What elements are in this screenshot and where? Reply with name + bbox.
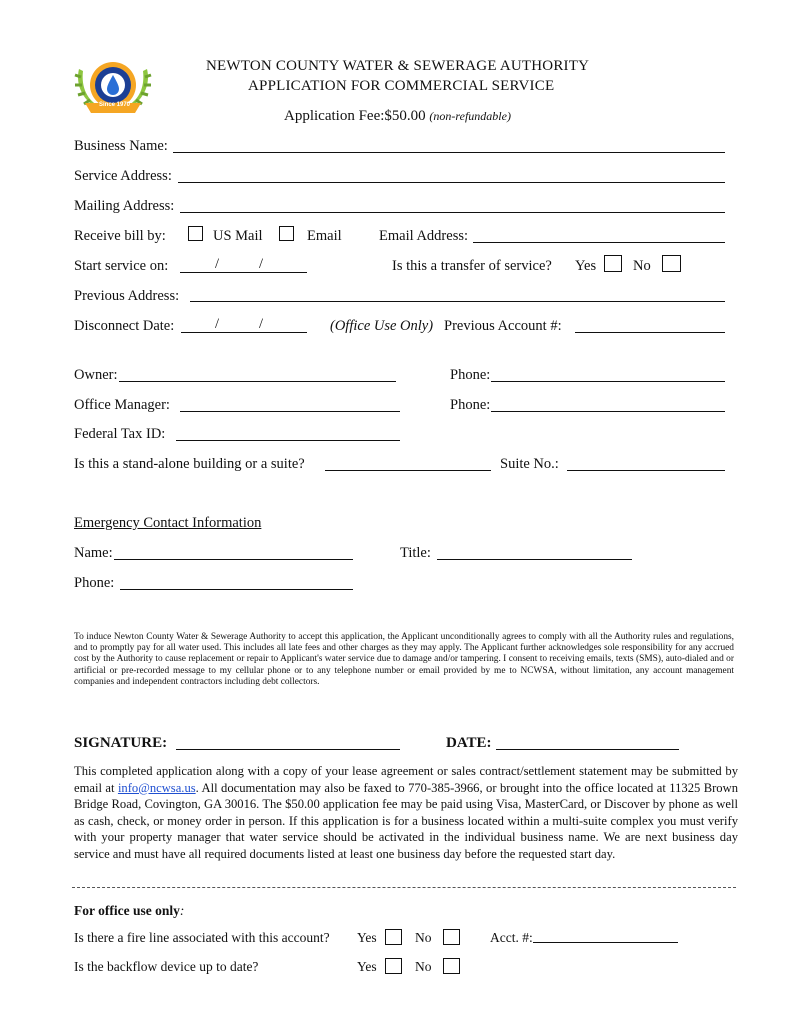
service-address-label: Service Address: — [74, 168, 172, 184]
org-name: NEWTON COUNTY WATER & SEWERAGE AUTHORITY — [206, 58, 590, 74]
backflow-no-label: No — [415, 959, 432, 974]
submission-text-part2: . All documentation may also be faxed to 770-385-3966, or brought into the office located at 11325 Brown Bridge Road, Covington, GA 30016. The $50.00 application fee may be paid using Visa, MasterCard, or Discover by phone as well as cash, check, or money order in person. If this application is for a business located within a multi-suite complex you must verify with your property manager that water service should be activated in the individual business name. We are next business day service and must have all required documents listed at least one business day before the requested start day. — [74, 780, 739, 861]
office-manager-field[interactable] — [180, 411, 400, 412]
business-name-label: Business Name: — [74, 138, 168, 154]
owner-label: Owner: — [74, 367, 118, 383]
suite-no-label: Suite No.: — [500, 456, 559, 472]
fire-line-yes-checkbox[interactable] — [385, 929, 402, 945]
office-use-divider — [72, 887, 736, 888]
start-service-date-field[interactable] — [180, 272, 307, 273]
logo-text: Since 1970 — [99, 102, 131, 108]
transfer-yes-checkbox[interactable] — [604, 255, 622, 272]
acct-label: Acct. #: — [490, 930, 533, 945]
form-title: APPLICATION FOR COMMERCIAL SERVICE — [248, 78, 555, 94]
previous-account-label: Previous Account #: — [444, 318, 562, 334]
transfer-no-checkbox[interactable] — [662, 255, 681, 272]
fire-line-no-label: No — [415, 930, 432, 945]
mailing-address-label: Mailing Address: — [74, 198, 175, 214]
start-service-label: Start service on: — [74, 258, 169, 274]
manager-phone-field[interactable] — [491, 411, 725, 412]
email-label: Email — [307, 228, 342, 244]
date-slash: / — [259, 316, 264, 332]
application-fee — [284, 108, 511, 125]
office-use-heading — [74, 902, 184, 919]
federal-tax-id-label: Federal Tax ID: — [74, 426, 166, 442]
transfer-yes-label: Yes — [575, 258, 597, 274]
fee-label: Application Fee:$50.00 — [284, 108, 426, 124]
email-address-field[interactable] — [473, 242, 725, 243]
suite-no-field[interactable] — [567, 470, 725, 471]
emergency-title-label: Title: — [400, 545, 431, 561]
previous-address-field[interactable] — [190, 301, 725, 302]
emergency-phone-field[interactable] — [120, 589, 353, 590]
email-address-label: Email Address: — [379, 228, 469, 244]
us-mail-label: US Mail — [213, 228, 263, 244]
standalone-field[interactable] — [325, 470, 491, 471]
previous-account-field[interactable] — [575, 332, 725, 333]
ncwsa-logo — [73, 55, 153, 117]
owner-phone-field[interactable] — [491, 381, 725, 382]
fire-line-no-checkbox[interactable] — [443, 929, 460, 945]
mailing-address-field[interactable] — [180, 212, 725, 213]
service-address-field[interactable] — [178, 182, 725, 183]
previous-address-label: Previous Address: — [74, 288, 180, 304]
disconnect-date-label: Disconnect Date: — [74, 318, 175, 334]
backflow-yes-checkbox[interactable] — [385, 958, 402, 974]
us-mail-checkbox[interactable] — [188, 226, 203, 241]
emergency-heading: Emergency Contact Information — [74, 515, 262, 531]
owner-phone-label: Phone: — [450, 367, 491, 383]
receive-bill-label: Receive bill by: — [74, 228, 166, 244]
date-slash: / — [259, 256, 264, 272]
office-manager-label: Office Manager: — [74, 397, 170, 413]
office-use-note: (Office Use Only) — [330, 318, 434, 334]
submission-instructions — [74, 763, 738, 863]
date-label: DATE: — [446, 735, 492, 751]
emergency-name-field[interactable] — [114, 559, 353, 560]
emergency-title-field[interactable] — [437, 559, 632, 560]
fire-line-question: Is there a fire line associated with this account? — [74, 930, 330, 945]
email-link[interactable]: info@ncwsa.us — [117, 780, 196, 795]
owner-field[interactable] — [119, 381, 396, 382]
date-field[interactable] — [496, 749, 679, 750]
office-use-heading-colon: : — [179, 903, 185, 918]
submission-text-part1: This completed application along with a copy of your lease agreement or sales contract/settlement statement may be submitted by email at — [74, 764, 738, 795]
manager-phone-label: Phone: — [450, 397, 491, 413]
federal-tax-id-field[interactable] — [176, 440, 400, 441]
emergency-name-label: Name: — [74, 545, 113, 561]
backflow-yes-label: Yes — [357, 959, 377, 974]
fee-note: (non-refundable) — [429, 109, 511, 123]
acct-field[interactable] — [533, 942, 678, 943]
business-name-field[interactable] — [173, 152, 725, 153]
transfer-no-label: No — [633, 258, 651, 274]
email-checkbox[interactable] — [279, 226, 294, 241]
fire-line-yes-label: Yes — [357, 930, 377, 945]
date-slash: / — [215, 256, 220, 272]
signature-label: SIGNATURE: — [74, 735, 168, 751]
standalone-question: Is this a stand-alone building or a suite? — [74, 456, 305, 472]
date-slash: / — [215, 316, 220, 332]
legal-agreement-text: To induce Newton County Water & Sewerage Authority to accept this application, the Applicant unconditionally agrees to comply with all the Authority rules and regulations, and to promptly pay for all water used. This includes all late fees and other charges as they may apply. The Applicant further acknowledges sole responsibility for any accrued cost by the Authority to cause replacement or repair to Applicant's water service due to damage and/or tampering. I consent to receiving emails, texts (SMS), auto-dialed and or artificial or pre-recorded message to my cellular phone or to any telephone number or email provided by me to NCWSA, without limitation, any account management companies and independent contractors including debt collectors. — [74, 632, 734, 687]
backflow-no-checkbox[interactable] — [443, 958, 460, 974]
disconnect-date-field[interactable] — [181, 332, 307, 333]
transfer-question: Is this a transfer of service? — [392, 258, 552, 274]
office-use-heading-text: For office use only — [74, 903, 180, 918]
signature-field[interactable] — [176, 749, 400, 750]
emergency-phone-label: Phone: — [74, 575, 115, 591]
backflow-question: Is the backflow device up to date? — [74, 959, 259, 974]
